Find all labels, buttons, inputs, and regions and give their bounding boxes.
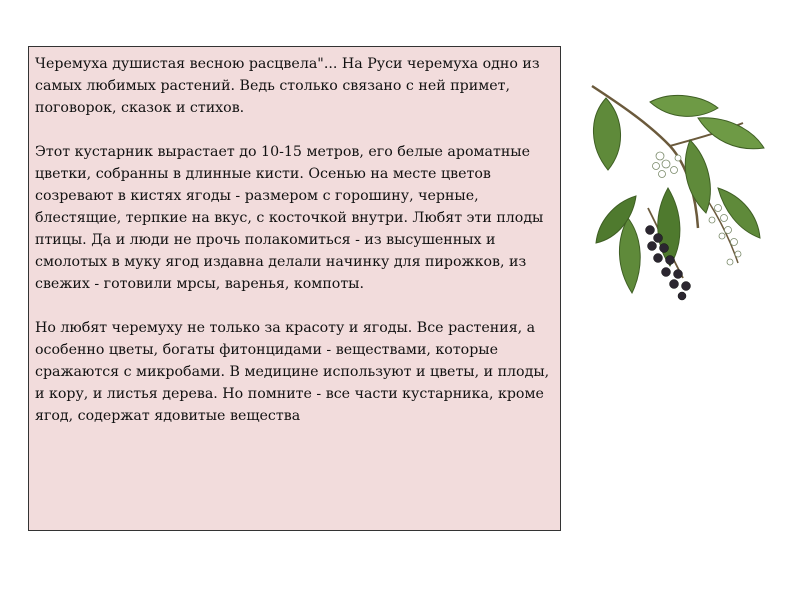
paragraph-medicinal: Но любят черемуху не только за красоту и ягоды. Все растения, а особенно цветы, богаты фитонцидами - веществами, которые сражаются с микробами. В медицине используют и цветы, и плоды, и кору, и листья дерева. Но помните - все части кустарника, кроме ягод, содержат ядовитые вещества xyxy=(35,320,550,424)
text-panel xyxy=(28,46,561,531)
bird-cherry-branch-icon xyxy=(578,78,766,306)
paragraph-description: Этот кустарник вырастает до 10-15 метров, его белые ароматные цветки, собранны в длинные кисти. Осенью на месте цветов созревают в кистях ягоды - размером с горошину, черные, блестящие, терпкие на вкус, с косточкой внутри. Любят эти плоды птицы. Да и люди не прочь полакомиться - из высушенных и смолотых в муку ягод издавна делали начинку для пирожков, из свежих - готовили мрсы, варенья, компоты. xyxy=(35,144,544,292)
paragraph-intro: Черемуха душистая весною расцвела"... На Руси черемуха одно из самых любимых растений. Ведь столько связано с ней примет, поговорок, сказок и стихов. xyxy=(35,56,540,116)
